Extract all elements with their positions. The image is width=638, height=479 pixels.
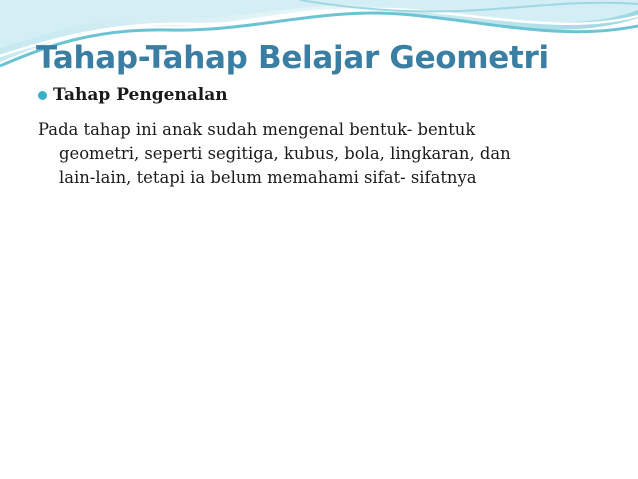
body-line: Pada tahap ini anak sudah mengenal bentuk- bentuk — [38, 120, 476, 139]
body-paragraph — [38, 118, 608, 190]
bullet-item — [38, 83, 228, 107]
bullet-label: Tahap Pengenalan — [53, 85, 228, 105]
body-line: lain-lain, tetapi ia belum memahami sifat- sifatnya — [59, 168, 477, 187]
body-line: geometri, seperti segitiga, kubus, bola, lingkaran, dan — [59, 144, 511, 163]
bullet-dot-icon — [38, 91, 47, 100]
slide-title: Tahap-Tahap Belajar Geometri — [36, 40, 549, 76]
